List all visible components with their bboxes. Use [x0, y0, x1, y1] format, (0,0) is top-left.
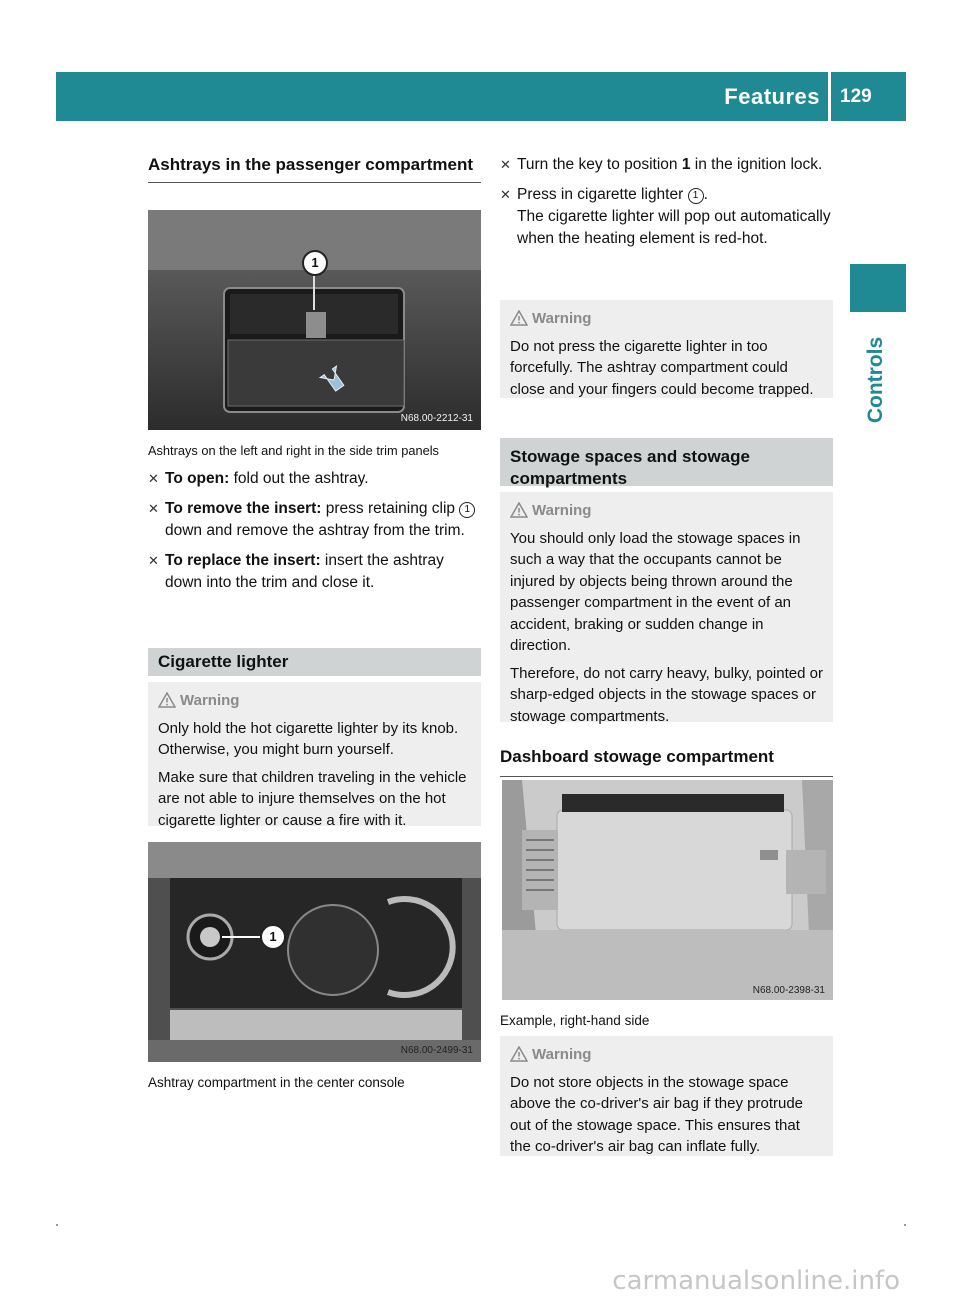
step-marker-icon: ✕ [148, 553, 159, 568]
side-tab-marker [850, 264, 906, 312]
step-replace [148, 550, 481, 594]
page-number: 129 [840, 86, 872, 107]
figure-caption: Example, right-hand side [500, 1013, 650, 1028]
section-title-ashtrays: Ashtrays in the passenger compartment [148, 154, 481, 183]
ashtray-steps [148, 468, 481, 602]
ashtray-illustration [148, 210, 481, 430]
callout-1: 1 [688, 188, 704, 204]
side-tab-label [846, 318, 906, 438]
lighter-steps [500, 154, 833, 258]
dashboard-illustration [502, 780, 833, 1000]
lighter-illustration [148, 842, 481, 1062]
step-text: press retaining clip [321, 500, 460, 517]
section-heading-stowage: Stowage spaces and stowage compartments [500, 438, 833, 486]
section-title-dashboard: Dashboard stowage compartment [500, 746, 833, 777]
step-text: Turn the key to position [517, 156, 682, 173]
ashtray-photo [148, 210, 481, 430]
warning-text: Make sure that children traveling in the vehicle are not able to injure themselves on the hot cigarette lighter or cause a fire with it. [158, 768, 467, 829]
warning-title: Warning [532, 310, 592, 327]
step-label: To replace the insert: [165, 552, 321, 569]
warning-text: Do not press the cigarette lighter in too forcefully. The ashtray compartment could close and your fingers could become trapped. [510, 337, 814, 398]
callout-circle-1: 1 [302, 250, 328, 276]
page-header-title: Features [724, 84, 820, 109]
warning-text: Do not store objects in the stowage space above the co-driver's air bag if they protrude out of the stowage space. This ensures that the co-driver's air bag can inflate fully. [510, 1073, 804, 1155]
step-text: fold out the ashtray. [229, 470, 369, 487]
step-press [500, 184, 833, 250]
step-open [148, 468, 481, 490]
step-text: down and remove the ashtray from the trim. [165, 522, 465, 539]
step-label: To remove the insert: [165, 500, 322, 517]
header-separator [828, 72, 831, 121]
step-marker-icon: ✕ [500, 187, 511, 202]
side-tab-text: Controls [864, 336, 887, 424]
figure-ref: N68.00-2212-31 [400, 413, 473, 424]
figure-caption: Ashtrays on the left and right in the side trim panels [148, 443, 439, 458]
step-marker-icon: ✕ [500, 157, 511, 172]
step-label: To open: [165, 470, 230, 487]
step-marker-icon: ✕ [148, 471, 159, 486]
warning-heading [158, 690, 471, 712]
step-marker-icon: ✕ [148, 501, 159, 516]
warning-text: Only hold the hot cigarette lighter by its knob. Otherwise, you might burn yourself. [158, 719, 459, 758]
warning-box-stowage [500, 492, 833, 725]
warning-triangle-icon [510, 310, 528, 326]
footer-dot [904, 1224, 906, 1226]
lighter-photo [148, 842, 481, 1062]
warning-title: Warning [532, 1046, 592, 1063]
warning-text: Therefore, do not carry heavy, bulky, pointed or sharp-edged objects in the stowage spaces or stowage compartments. [510, 664, 823, 725]
callout-1: 1 [459, 502, 475, 518]
step-bold: 1 [681, 156, 691, 173]
step-key [500, 154, 833, 176]
footer-dot [56, 1224, 58, 1226]
figure-ref: N68.00-2499-31 [400, 1045, 473, 1056]
step-remove [148, 498, 481, 542]
step-text: . [703, 186, 708, 203]
step-text: Press in cigarette lighter [517, 186, 688, 203]
warning-box-press [500, 300, 833, 398]
warning-heading [510, 1044, 823, 1066]
step-text: The cigarette lighter will pop out automatically when the heating element is red-hot. [517, 208, 831, 247]
section-heading-cigarette-lighter: Cigarette lighter [148, 648, 481, 676]
dashboard-photo [502, 780, 833, 1000]
warning-heading [510, 500, 823, 522]
warning-triangle-icon [510, 502, 528, 518]
warning-triangle-icon [510, 1046, 528, 1062]
step-text: in the ignition lock. [690, 156, 823, 173]
figure-ref: N68.00-2398-31 [752, 985, 825, 996]
warning-text: You should only load the stowage spaces in such a way that the occupants cannot be injured by objects being thrown around the passenger compartment in the event of an accident, braking or sudden change in direction. [510, 529, 801, 654]
warning-triangle-icon [158, 692, 176, 708]
warning-heading [510, 308, 823, 330]
warning-title: Warning [180, 692, 240, 709]
watermark: carmanualsonline.info [612, 1266, 900, 1296]
warning-box-dashboard [500, 1036, 833, 1156]
callout-circle-1: 1 [260, 924, 286, 950]
step-text: insert the ashtray down into the trim and close it. [165, 552, 444, 591]
warning-title: Warning [532, 502, 592, 519]
warning-box-lighter [148, 682, 481, 829]
figure-caption: Ashtray compartment in the center console [148, 1075, 405, 1090]
